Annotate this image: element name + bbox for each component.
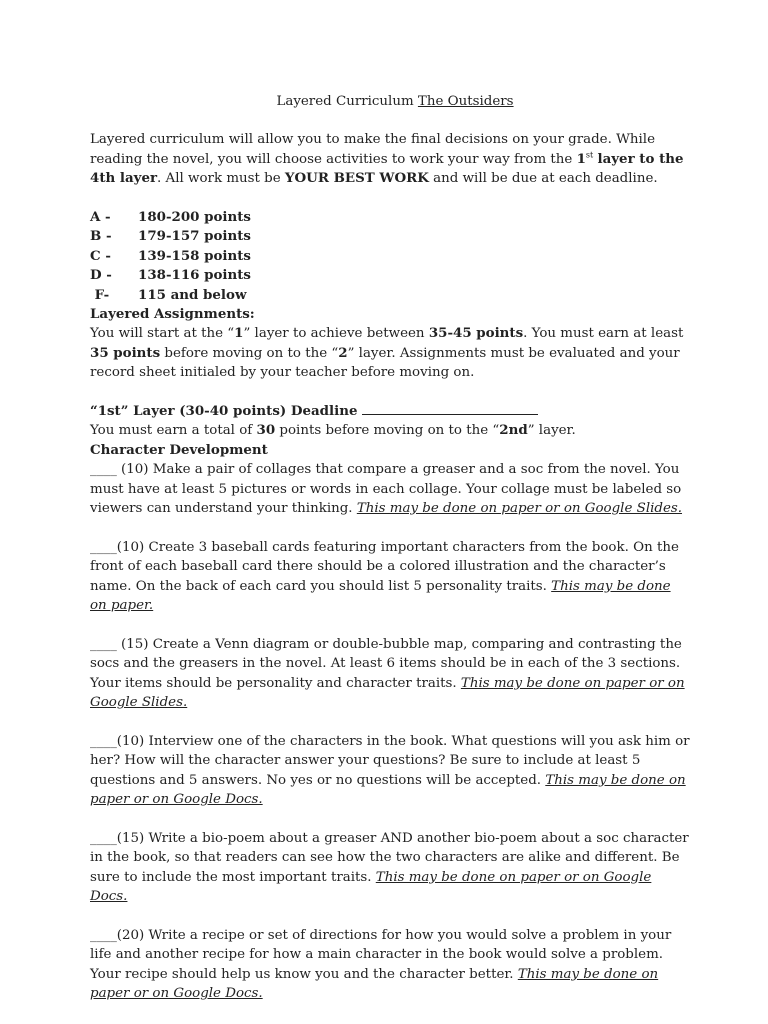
grade-row bbox=[90, 227, 690, 246]
title-prefix: Layered Curriculum bbox=[276, 94, 414, 109]
grade-row bbox=[90, 286, 690, 305]
score-blank[interactable]: ____ bbox=[90, 830, 117, 846]
layered-text: ” layer to achieve between bbox=[243, 326, 429, 342]
layered-text: . You must earn at least bbox=[523, 326, 684, 342]
grade-row bbox=[90, 247, 690, 266]
req-text: You must earn a total of bbox=[90, 423, 257, 439]
grade-letter: A - bbox=[90, 209, 111, 226]
req-bold: 2nd bbox=[499, 422, 528, 439]
score-blank[interactable]: ____ bbox=[90, 927, 117, 943]
section-heading-text: Character Development bbox=[90, 441, 268, 458]
intro-first-num: 1 bbox=[576, 150, 586, 167]
req-text: ” layer. bbox=[527, 423, 576, 439]
assignment-note: This may be done on paper or on Google Docs. bbox=[90, 966, 659, 1002]
document-title bbox=[90, 92, 690, 111]
layered-text: You will start at the “ bbox=[90, 326, 235, 342]
assignment-note: This may be done on paper or on Google Slides. bbox=[90, 675, 685, 711]
layer1-heading-text: “1st” Layer (30-40 points) Deadline bbox=[90, 403, 358, 420]
grade-range: 180-200 points bbox=[138, 209, 251, 226]
grade-letter: C - bbox=[90, 247, 111, 264]
layered-text: before moving on to the “ bbox=[160, 345, 339, 361]
assignment-note: This may be done on paper. bbox=[90, 578, 671, 614]
assignment-text: (10) Interview one of the characters in the book. What questions will you ask him or her? How will the character answer your questions? Be sure to include at least 5 questions and 5 answers. No yes or no questions will be accepted. bbox=[90, 733, 690, 788]
section-heading bbox=[90, 441, 690, 460]
grade-row bbox=[90, 266, 690, 285]
score-blank[interactable]: ____ bbox=[90, 636, 117, 652]
intro-layer-range: layer to the 4th layer bbox=[90, 150, 684, 187]
grade-row bbox=[90, 208, 690, 227]
layered-bold: 2 bbox=[338, 344, 348, 361]
layer1-heading bbox=[90, 402, 690, 421]
assignment-note: This may be done on paper or on Google Docs. bbox=[90, 772, 686, 808]
score-blank[interactable]: ____ bbox=[90, 733, 117, 749]
intro-best-work: YOUR BEST WORK bbox=[284, 170, 429, 187]
assignment-item bbox=[90, 635, 690, 713]
assignment-text: (10) Create 3 baseball cards featuring important characters from the book. On the front of each baseball card there should be a colored illustration and the character’s name. On the back of each card you should list 5 personality traits. bbox=[90, 539, 679, 594]
assignment-text: (20) Write a recipe or set of directions for how you would solve a problem in your life and another recipe for how a main character in the book would solve a problem. Your recipe should help us know you and the character better. bbox=[90, 927, 672, 982]
layered-bold: 35 points bbox=[90, 344, 161, 361]
book-title: The Outsiders bbox=[417, 94, 514, 109]
intro-first-sup: st bbox=[585, 150, 594, 160]
deadline-blank[interactable] bbox=[362, 402, 538, 415]
score-blank[interactable]: ____ bbox=[90, 462, 117, 478]
assignment-note: This may be done on paper or on Google Docs. bbox=[90, 869, 652, 905]
grade-letter: F- bbox=[90, 286, 110, 303]
req-bold: 30 bbox=[256, 422, 276, 439]
layered-bold: 1 bbox=[234, 325, 244, 342]
layer1-requirement bbox=[90, 421, 690, 440]
assignment-item bbox=[90, 460, 690, 518]
intro-text-3: and will be due at each deadline. bbox=[428, 171, 658, 187]
assignment-item bbox=[90, 732, 690, 810]
layered-bold: 35-45 points bbox=[428, 325, 524, 342]
intro-text-1: Layered curriculum will allow you to make the final decisions on your grade. While reading the novel, you will choose activities to work your way from the bbox=[90, 132, 655, 167]
assignment-item bbox=[90, 538, 690, 616]
grade-range: 139-158 points bbox=[138, 247, 251, 264]
layered-heading-text: Layered Assignments: bbox=[90, 306, 255, 323]
grade-letter: D - bbox=[90, 267, 112, 284]
document-page bbox=[90, 92, 690, 1004]
assignment-text: (15) Create a Venn diagram or double-bubble map, comparing and contrasting the socs and the greasers in the novel. At least 6 items should be in each of the 3 sections. Your items should be personality and character traits. bbox=[90, 636, 682, 691]
grade-range: 115 and below bbox=[138, 286, 247, 303]
layered-heading bbox=[90, 305, 690, 324]
grade-range: 138-116 points bbox=[138, 267, 251, 284]
assignment-text: (15) Write a bio-poem about a greaser AND another bio-poem about a soc character in the book, so that readers can see how the two characters are alike and different. Be sure to include the most important traits. bbox=[90, 830, 689, 885]
layered-text: ” layer. Assignments must be evaluated and your record sheet initialed by your teacher before moving on. bbox=[90, 345, 680, 381]
intro-text-2: . All work must be bbox=[157, 171, 285, 187]
grade-range: 179-157 points bbox=[138, 228, 251, 245]
req-text: points before moving on to the “ bbox=[275, 423, 500, 439]
assignment-text: (10) Make a pair of collages that compare a greaser and a soc from the novel. You must have at least 5 pictures or words in each collage. Your collage must be labeled so viewers can understand your thinking. bbox=[90, 462, 682, 517]
grade-letter: B - bbox=[90, 228, 112, 245]
layered-paragraph bbox=[90, 324, 690, 382]
score-blank[interactable]: ____ bbox=[90, 539, 117, 555]
assignment-item bbox=[90, 829, 690, 907]
intro-paragraph bbox=[90, 130, 690, 188]
grade-scale bbox=[90, 208, 690, 305]
assignment-item bbox=[90, 926, 690, 1004]
assignment-note: This may be done on paper or on Google Slides. bbox=[356, 501, 683, 517]
